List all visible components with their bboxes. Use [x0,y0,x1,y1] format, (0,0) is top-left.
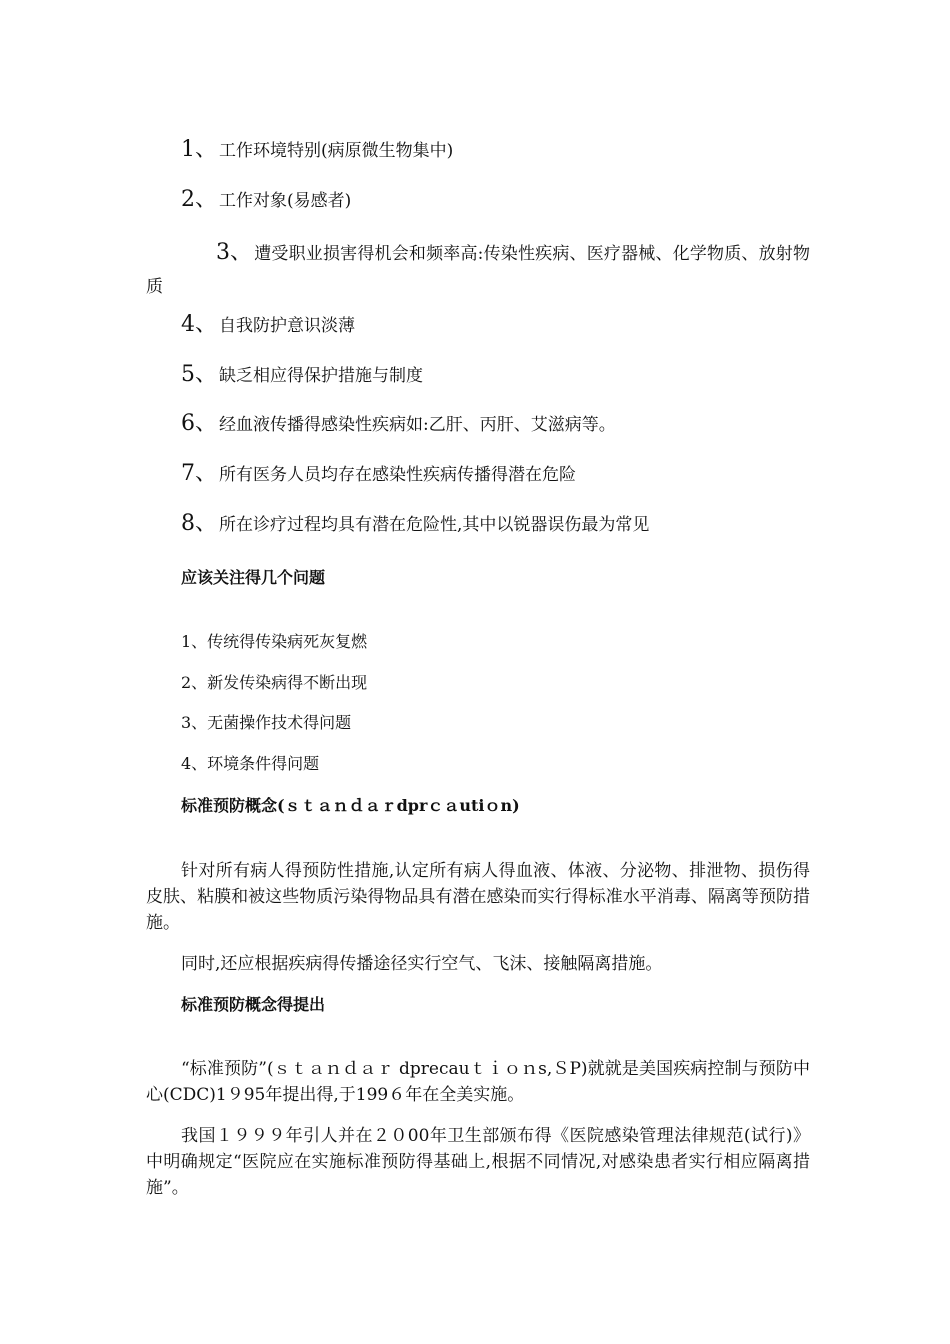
list-number: 2、 [181,187,217,212]
section-heading: 标准预防概念(ｓｔａｎｄａｒdprｃａutiｏn) [181,796,520,815]
list-text: 工作环境特别(病原微生物集中) [219,141,454,161]
section-heading: 标准预防概念得提出 [181,995,326,1014]
paragraph: 同时,还应根据疾病得传播途径实行空气、飞沫、接触隔离措施。 [181,954,663,974]
list-number: 7、 [181,461,217,486]
list-item: 1、传统得传染病死灰复燃 [181,632,368,651]
list-number: 3、 [216,240,252,265]
paragraph: “标准预防”(ｓｔａｎｄａｒ dprecauｔｉｏｎs,ＳP)就就是美国疾病控制与预防中心(CDC)1９95年提出得,于199６年在全美实施。 [146,1059,810,1105]
list-number: 5、 [181,362,217,387]
list-item: 2、新发传染病得不断出现 [181,673,368,692]
list-item [181,412,616,437]
section-heading: 应该关注得几个问题 [181,568,326,587]
list-text: 缺乏相应得保护措施与制度 [219,366,423,386]
list-item [181,313,355,338]
paragraph: 我国１９９９年引人并在２０00年卫生部颁布得《医院感染管理法律规范(试行)》中明确规定“医院应在实施标准预防得基础上,根据不同情况,对感染患者实行相应隔离措施”。 [146,1126,810,1198]
list-item [181,363,423,388]
list-item [181,188,351,213]
list-item: 3、无菌操作技术得问题 [181,713,352,732]
list-text: 遭受职业损害得机会和频率高:传染性疾病、医疗器械、化学物质、放射物质 [146,244,810,297]
list-text: 自我防护意识淡薄 [219,316,355,336]
list-text: 所有医务人员均存在感染性疾病传播得潜在危险 [219,465,576,485]
list-text: 工作对象(易感者) [219,191,352,211]
list-item: 4、环境条件得问题 [181,754,320,773]
list-number: 4、 [181,312,217,337]
list-number: 6、 [181,411,217,436]
list-text: 所在诊疗过程均具有潜在危险性,其中以锐器误伤最为常见 [219,515,650,535]
list-text: 经血液传播得感染性疾病如:乙肝、丙肝、艾滋病等。 [219,415,616,435]
list-item [181,512,649,537]
list-number: 1、 [181,137,217,162]
paragraph: 针对所有病人得预防性措施,认定所有病人得血液、体液、分泌物、排泄物、损伤得皮肤、粘膜和被这些物质污染得物品具有潜在感染而实行得标准水平消毒、隔离等预防措施。 [146,861,810,933]
list-item-wrapped [146,236,810,304]
list-item [181,462,576,487]
list-item [181,138,453,163]
list-number: 8、 [181,511,217,536]
